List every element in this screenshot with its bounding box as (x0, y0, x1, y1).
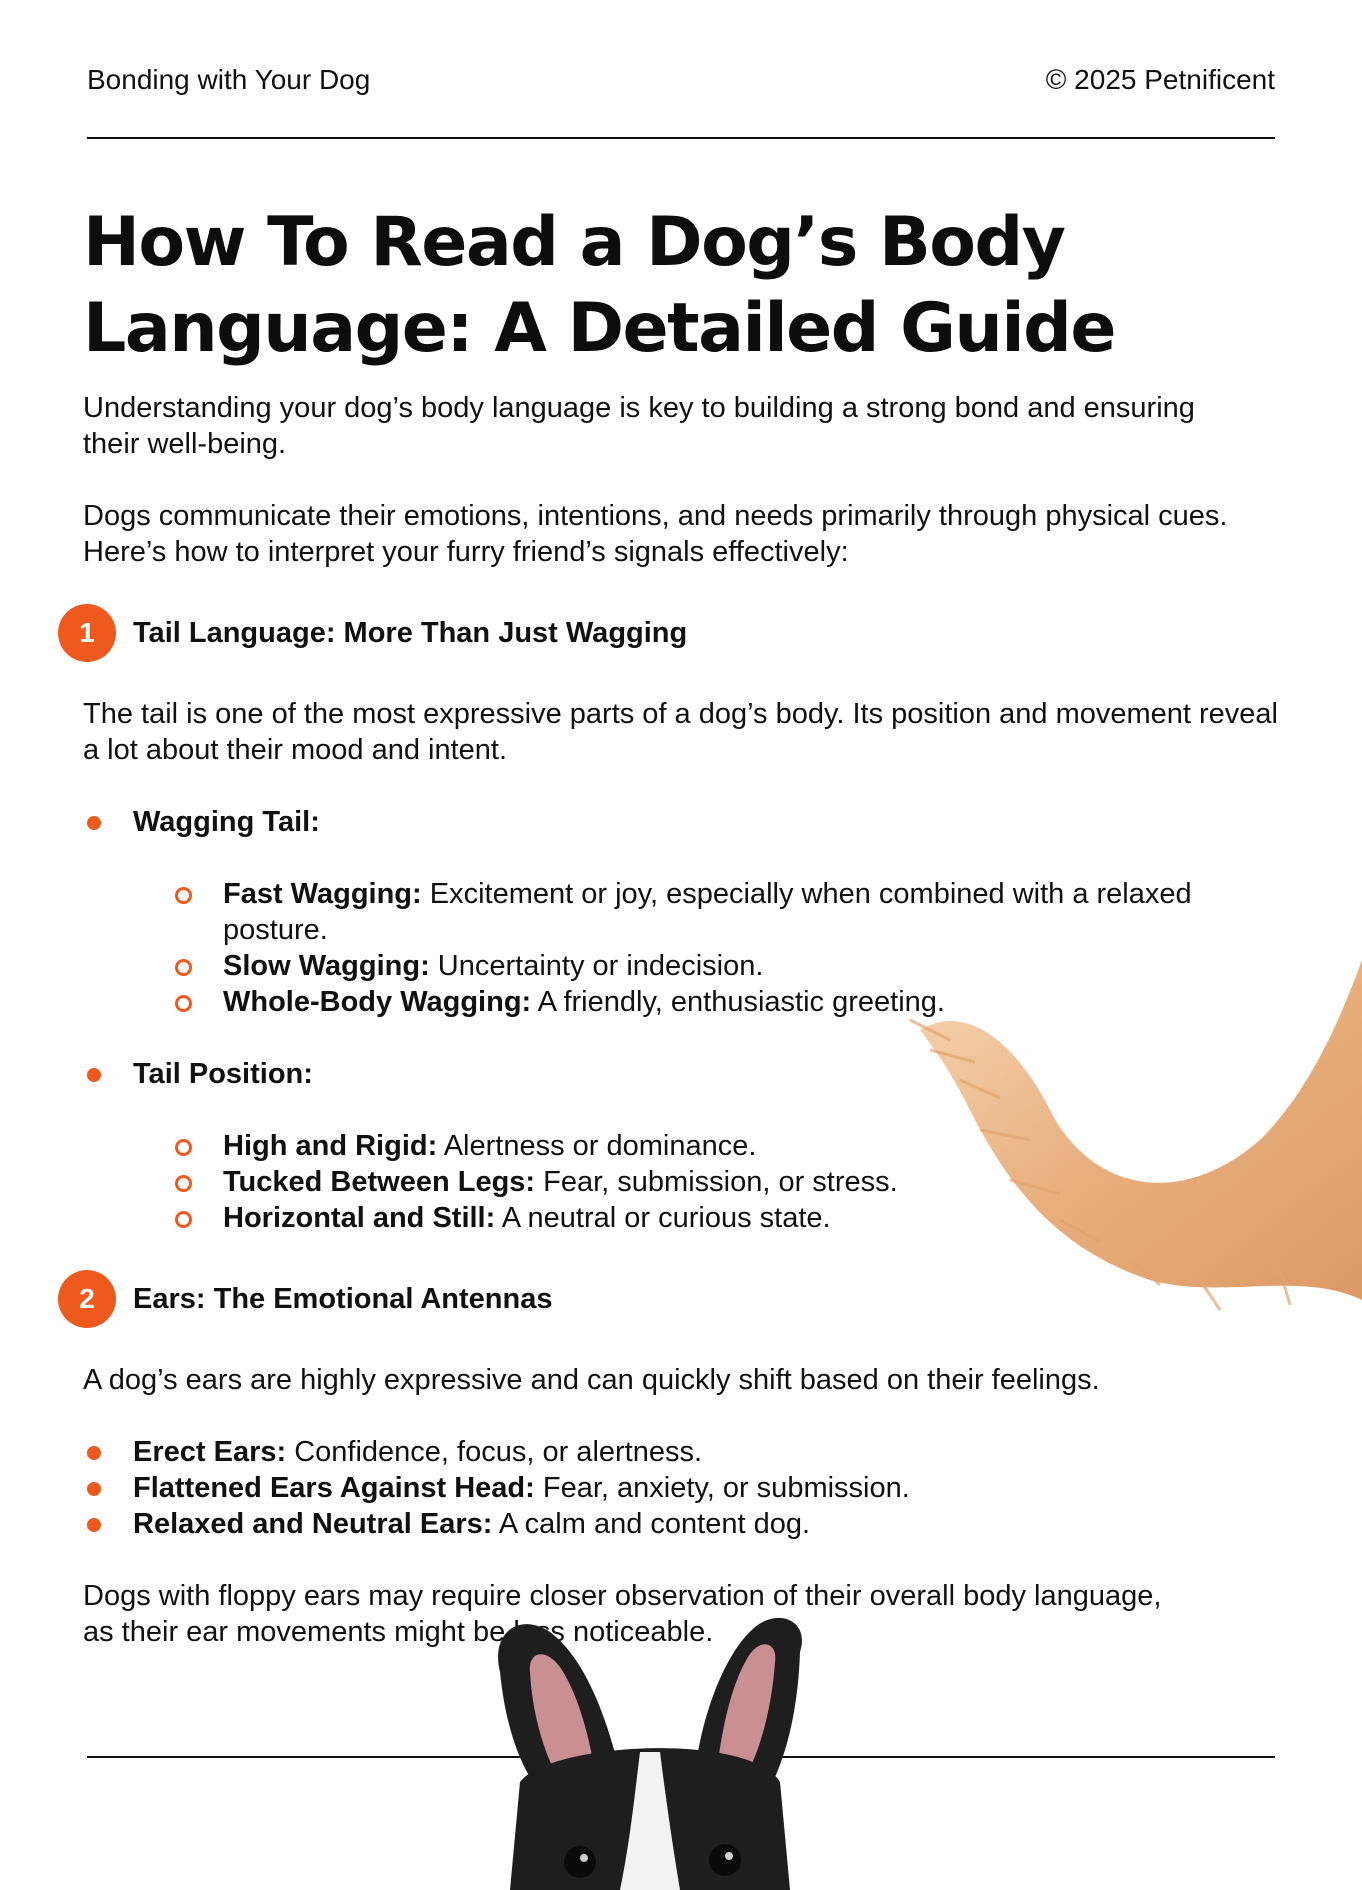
sub-list (133, 1128, 1283, 1236)
item-lead: Horizontal and Still: (223, 1202, 496, 1234)
list-item (83, 1506, 1283, 1542)
item-lead: Relaxed and Neutral Ears: (133, 1508, 493, 1540)
list-item (83, 1470, 1283, 1506)
list-item (83, 1434, 1283, 1470)
section-title: Tail Language: More Than Just Wagging (133, 616, 688, 649)
list-item (83, 1056, 1283, 1236)
list-item (133, 876, 1263, 948)
list-item (133, 1164, 1263, 1200)
item-lead: Fast Wagging: (223, 878, 422, 910)
item-lead: High and Rigid: (223, 1130, 438, 1162)
french-bulldog-peeking-illustration (460, 1612, 840, 1890)
item-text: A friendly, enthusiastic greeting. (531, 986, 945, 1018)
item-text: Fear, anxiety, or submission. (534, 1472, 910, 1504)
section-number-badge: 1 (58, 604, 116, 662)
tail-groups-list (83, 804, 1283, 1236)
item-text: Uncertainty or indecision. (429, 950, 764, 982)
section-title: Ears: The Emotional Antennas (133, 1282, 553, 1315)
item-lead: Tucked Between Legs: (223, 1166, 536, 1198)
item-lead: Slow Wagging: (223, 950, 430, 982)
header-series-title: Bonding with Your Dog (87, 64, 371, 95)
item-text: A neutral or curious state. (495, 1202, 831, 1234)
item-text: Excitement or joy, especially when combined with a relaxed posture. (223, 878, 1192, 946)
section-2-heading (79, 1270, 1283, 1328)
item-text: Alertness or dominance. (437, 1130, 757, 1162)
list-item (133, 984, 1263, 1020)
list-item (83, 804, 1283, 1020)
list-item (133, 1128, 1263, 1164)
item-text: Fear, submission, or stress. (535, 1166, 898, 1198)
section-1-heading (79, 604, 1283, 662)
item-text: Confidence, focus, or alertness. (286, 1436, 703, 1468)
section-2-text: A dog’s ears are highly expressive and can quickly shift based on their feelings. (83, 1364, 1100, 1396)
group-label: Wagging Tail: (133, 806, 320, 838)
list-item (133, 1200, 1263, 1236)
list-item (133, 948, 1263, 984)
header-divider (87, 137, 1275, 139)
intro-paragraph-2: Dogs communicate their emotions, intentions, and needs primarily through physical cues. Here’s how to interpret your furry friend’s signals effectively: (83, 500, 1228, 568)
section-1-text: The tail is one of the most expressive parts of a dog’s body. Its position and movement reveal a lot about their mood and intent. (83, 698, 1279, 766)
item-lead: Flattened Ears Against Head: (133, 1472, 535, 1504)
intro-paragraph-1: Understanding your dog’s body language is key to building a strong bond and ensuring their well-being. (83, 392, 1195, 460)
section-number-badge: 2 (58, 1270, 116, 1328)
ears-list (83, 1434, 1283, 1542)
page-title: How To Read a Dog’s Body Language: A Detailed Guide (83, 203, 1115, 368)
item-text: A calm and content dog. (492, 1508, 811, 1540)
item-lead: Whole-Body Wagging: (223, 986, 532, 1018)
header-copyright: © 2025 Petnificent (1045, 64, 1275, 95)
article-body (79, 390, 1283, 1650)
section-2-note: Dogs with floppy ears may require closer observation of their overall body language, as their ear movements might be less noticeable. (83, 1580, 1162, 1648)
group-label: Tail Position: (133, 1058, 313, 1090)
item-lead: Erect Ears: (133, 1436, 287, 1468)
sub-list (133, 876, 1283, 1020)
